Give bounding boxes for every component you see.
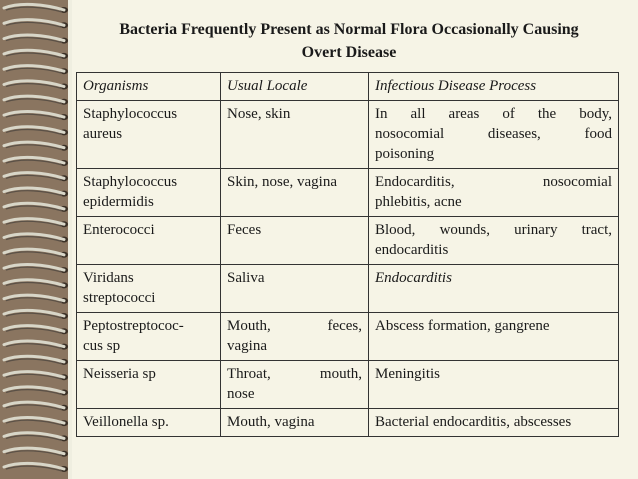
organism-cell-line: Staphylococcus — [83, 174, 178, 190]
coil-ring — [4, 173, 68, 182]
locale-cell — [221, 217, 369, 265]
coil-ring — [4, 142, 68, 151]
coil-ring — [4, 433, 68, 442]
disease-cell-line: nosocomial diseases, food — [375, 126, 612, 142]
coil-ring — [4, 50, 68, 59]
locale-cell — [221, 313, 369, 361]
organism-cell — [77, 361, 221, 409]
organism-cell-line: Neisseria sp — [83, 366, 156, 382]
disease-cell-line: Endocarditis — [375, 270, 452, 286]
organism-cell-line: streptococci — [83, 290, 156, 306]
coil-ring — [4, 372, 68, 381]
organism-cell-line: epidermidis — [83, 194, 154, 210]
coil-ring — [4, 203, 68, 212]
locale-cell-line: Feces — [227, 222, 262, 238]
disease-cell-line: Endocarditis, nosocomial — [375, 174, 612, 190]
slide-title — [76, 18, 622, 64]
bacteria-table — [76, 72, 619, 437]
coil-ring — [4, 295, 68, 304]
title-line-2: Overt Disease — [301, 44, 397, 61]
disease-cell — [369, 313, 619, 361]
disease-cell — [369, 101, 619, 169]
organism-cell — [77, 169, 221, 217]
coil-ring — [4, 4, 68, 13]
coil-ring — [4, 66, 68, 75]
coil-ring — [4, 448, 68, 457]
header-disease-process: Infectious Disease Process — [369, 73, 619, 101]
locale-cell — [221, 361, 369, 409]
locale-cell-line: Throat, mouth, — [227, 366, 362, 382]
organism-cell-line: Staphylococcus — [83, 106, 178, 122]
coil-ring — [4, 219, 68, 228]
coil-ring — [4, 402, 68, 411]
header-usual-locale: Usual Locale — [221, 73, 369, 101]
coil-ring — [4, 111, 68, 120]
organism-cell-line: Enterococci — [83, 222, 155, 238]
table-row — [77, 101, 619, 169]
disease-cell-line: In all areas of the body, — [375, 106, 612, 122]
table-row — [77, 169, 619, 217]
coil-ring — [4, 127, 68, 136]
coil-ring — [4, 417, 68, 426]
disease-cell-line: Blood, wounds, urinary tract, — [375, 222, 612, 238]
disease-cell — [369, 169, 619, 217]
disease-cell-line: Bacterial endocarditis, abscesses — [375, 414, 572, 430]
locale-cell — [221, 409, 369, 437]
organism-cell — [77, 409, 221, 437]
disease-cell — [369, 217, 619, 265]
locale-cell — [221, 265, 369, 313]
organism-cell — [77, 313, 221, 361]
disease-cell — [369, 409, 619, 437]
coil-ring — [4, 326, 68, 335]
locale-cell-line: Saliva — [227, 270, 265, 286]
disease-cell — [369, 361, 619, 409]
organism-cell-line: cus sp — [83, 338, 121, 354]
coil-ring — [4, 264, 68, 273]
table-row — [77, 409, 619, 437]
spiral-coils — [0, 0, 74, 479]
table-row — [77, 361, 619, 409]
locale-cell-line: Mouth, vagina — [227, 414, 315, 430]
organism-cell — [77, 217, 221, 265]
table-header-row — [77, 73, 619, 101]
coil-ring — [4, 463, 68, 472]
coil-ring — [4, 310, 68, 319]
coil-ring — [4, 280, 68, 289]
title-line-1: Bacteria Frequently Present as Normal Flora Occasionally Causing — [119, 21, 579, 38]
organism-cell — [77, 101, 221, 169]
coil-ring — [4, 81, 68, 90]
disease-cell-line: phlebitis, acne — [375, 194, 462, 210]
coil-ring — [4, 249, 68, 258]
locale-cell — [221, 101, 369, 169]
coil-ring — [4, 96, 68, 105]
organism-cell — [77, 265, 221, 313]
coil-ring — [4, 35, 68, 44]
locale-cell-line: vagina — [227, 338, 267, 354]
table-row — [77, 313, 619, 361]
header-organisms: Organisms — [77, 73, 221, 101]
organism-cell-line: aureus — [83, 126, 123, 142]
locale-cell-line: nose — [227, 386, 255, 402]
disease-cell — [369, 265, 619, 313]
locale-cell-line: Nose, skin — [227, 106, 291, 122]
organism-cell-line: Peptostreptococ- — [83, 318, 184, 334]
organism-cell-line: Veillonella sp. — [83, 414, 169, 430]
disease-cell-line: Meningitis — [375, 366, 441, 382]
coil-ring — [4, 356, 68, 365]
table-row — [77, 217, 619, 265]
coil-ring — [4, 188, 68, 197]
disease-cell-line: poisoning — [375, 146, 435, 162]
locale-cell — [221, 169, 369, 217]
coil-ring — [4, 157, 68, 166]
organism-cell-line: Viridans — [83, 270, 134, 286]
coil-ring — [4, 20, 68, 29]
disease-cell-line: Abscess formation, gangrene — [375, 318, 550, 334]
locale-cell-line: Mouth, feces, — [227, 318, 362, 334]
coil-ring — [4, 387, 68, 396]
coil-ring — [4, 341, 68, 350]
coil-ring — [4, 234, 68, 243]
disease-cell-line: endocarditis — [375, 242, 449, 258]
locale-cell-line: Skin, nose, vagina — [227, 174, 337, 190]
table-row — [77, 265, 619, 313]
